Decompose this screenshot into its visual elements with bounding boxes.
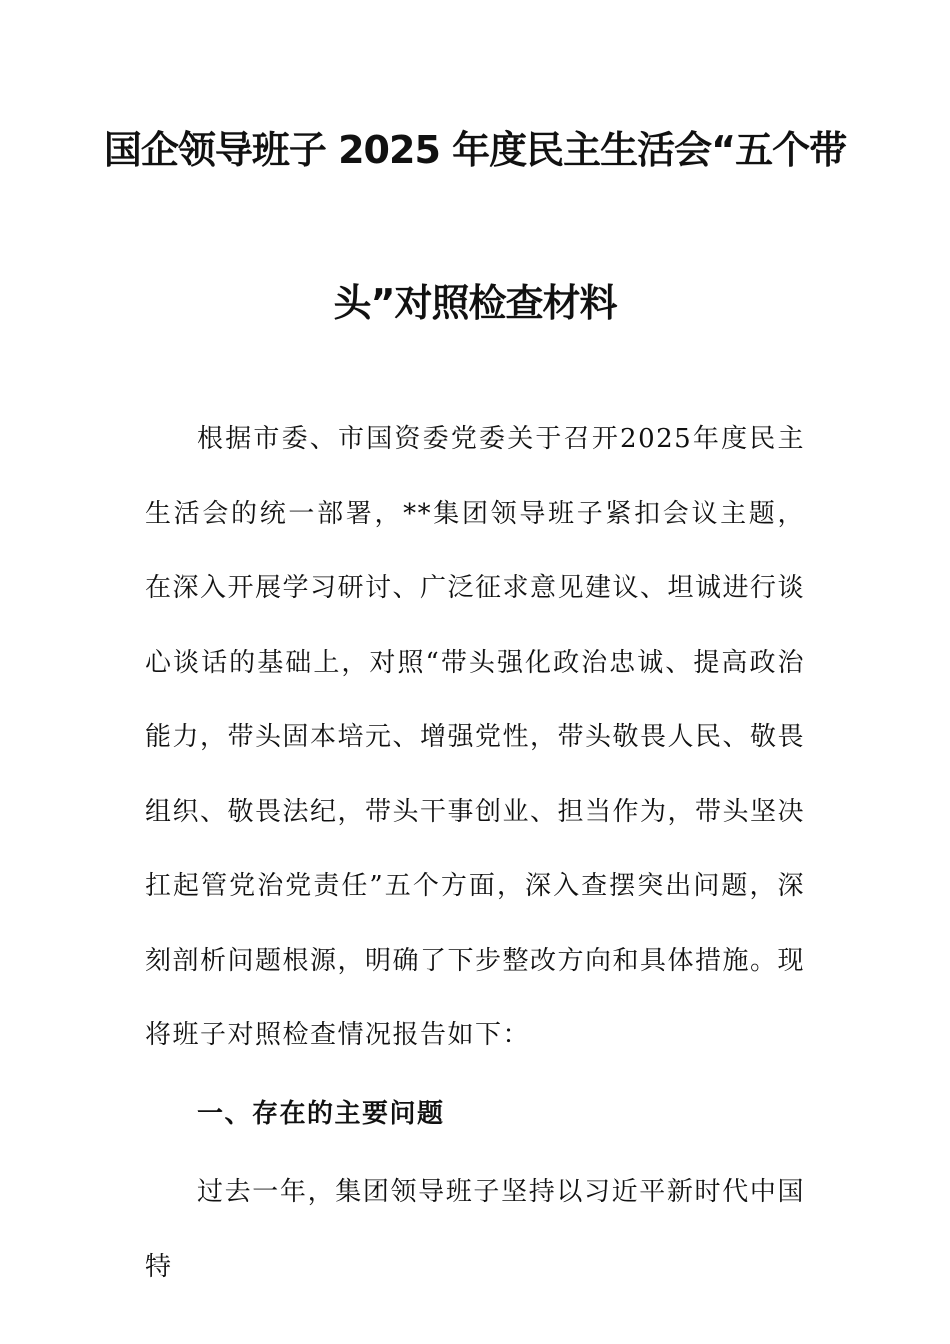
section-heading-main-problems: 一、存在的主要问题	[197, 1099, 445, 1129]
intro-paragraph: 根据市委、市国资委党委关于召开2025年度民主生活会的统一部署，**集团领导班子紧扣会议主题，在深入开展学习研讨、广泛征求意见建议、坦诚进行谈心谈话的基础上，对照“带头强化政治忠诚、提高政治能力，带头固本培元、增强党性，带头敬畏人民、敬畏组织、敬畏法纪，带头干事创业、担当作为，带头坚决扛起管党治党责任”五个方面，深入查摆突出问题，深刻剖析问题根源，明确了下步整改方向和具体措施。现将班子对照检查情况报告如下：	[145, 424, 806, 1050]
section-paragraph: 过去一年，集团领导班子坚持以习近平新时代中国特	[145, 1177, 805, 1282]
document-title-line-2: 头”对照检查材料	[333, 281, 617, 325]
document-title-line-1: 国企领导班子 2025 年度民主生活会“五个带	[103, 128, 847, 172]
